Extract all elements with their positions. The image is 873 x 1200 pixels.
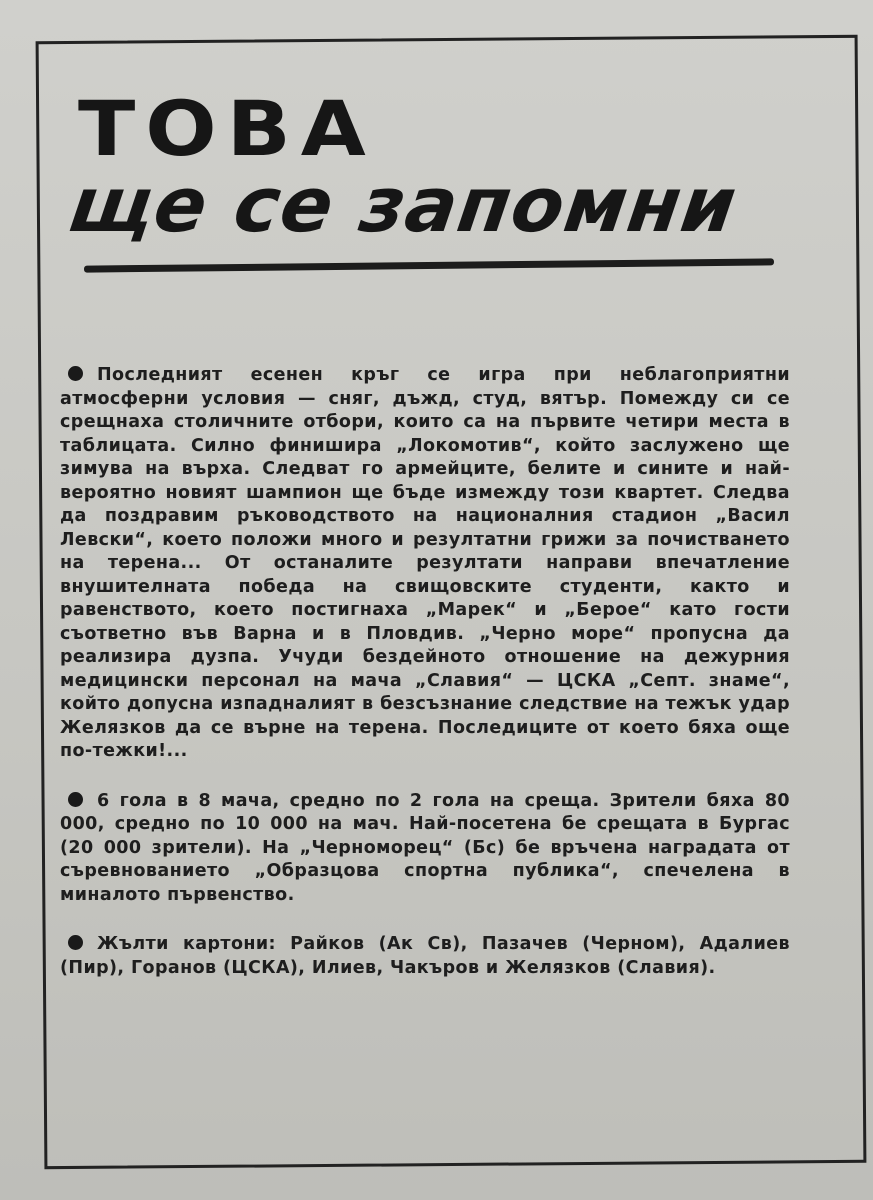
bullet-icon: [68, 792, 83, 807]
paragraph-round-summary: [60, 364, 790, 764]
bullet-icon: [68, 935, 83, 950]
paragraph-text: 6 гола в 8 мача, средно по 2 гола на среща. Зрители бяха 80 000, средно по 10 000 на мач. Най-посетена бе срещата в Бургас (20 000 зрители). На „Черноморец“ (Бс) бе връчена наградата от съревнованието „Образцова спортна публика“, спечелена в миналото първенство.: [60, 790, 790, 905]
paragraph-statistics: [60, 790, 790, 908]
paragraph-text: Последният есенен кръг се игра при неблагоприятни атмосферни условия — сняг, дъжд, студ, вятър. Помежду си се срещнаха столичните отбори, които са на първите четири места в таблицата. Силно финишира „Локомотив“, който заслужено ще зимува на върха. Следват го армейците, белите и сините и най-вероятно новият шампион ще бъде измежду този квартет. Следва да поздравим ръководството на националния стадион „Васил Левски“, което положи много и резултатни грижи за почистването на терена... От останалите резултати направи впечатление внушителната победа на свищовските студенти, както и равенството, което постигнаха „Марек“ и „Берое“ като гости съответно във Варна и в Пловдив. „Черно море“ пропусна да реализира дузпа. Учуди бездейното отношение на дежурния медицински персонал на мача „Славия“ — ЦСКА „Септ. знаме“, който допусна изпадналият в безсъзнание следствие на тежък удар Желязков да се върне на терена. Последиците от което бяха още по-тежки!...: [60, 365, 790, 761]
headline-line-1: ТОВА: [78, 84, 376, 174]
article-body: [60, 364, 790, 1006]
paragraph-text: Жълти картони: Райков (Ак Св), Пазачев (Черном), Адалиев (Пир), Горанов (ЦСКА), Илиев, Чакъров и Желязков (Славия).: [60, 934, 790, 978]
paragraph-yellow-cards: [60, 933, 790, 980]
bullet-icon: [68, 366, 83, 381]
headline-line-2: ще се запомни: [63, 160, 743, 249]
